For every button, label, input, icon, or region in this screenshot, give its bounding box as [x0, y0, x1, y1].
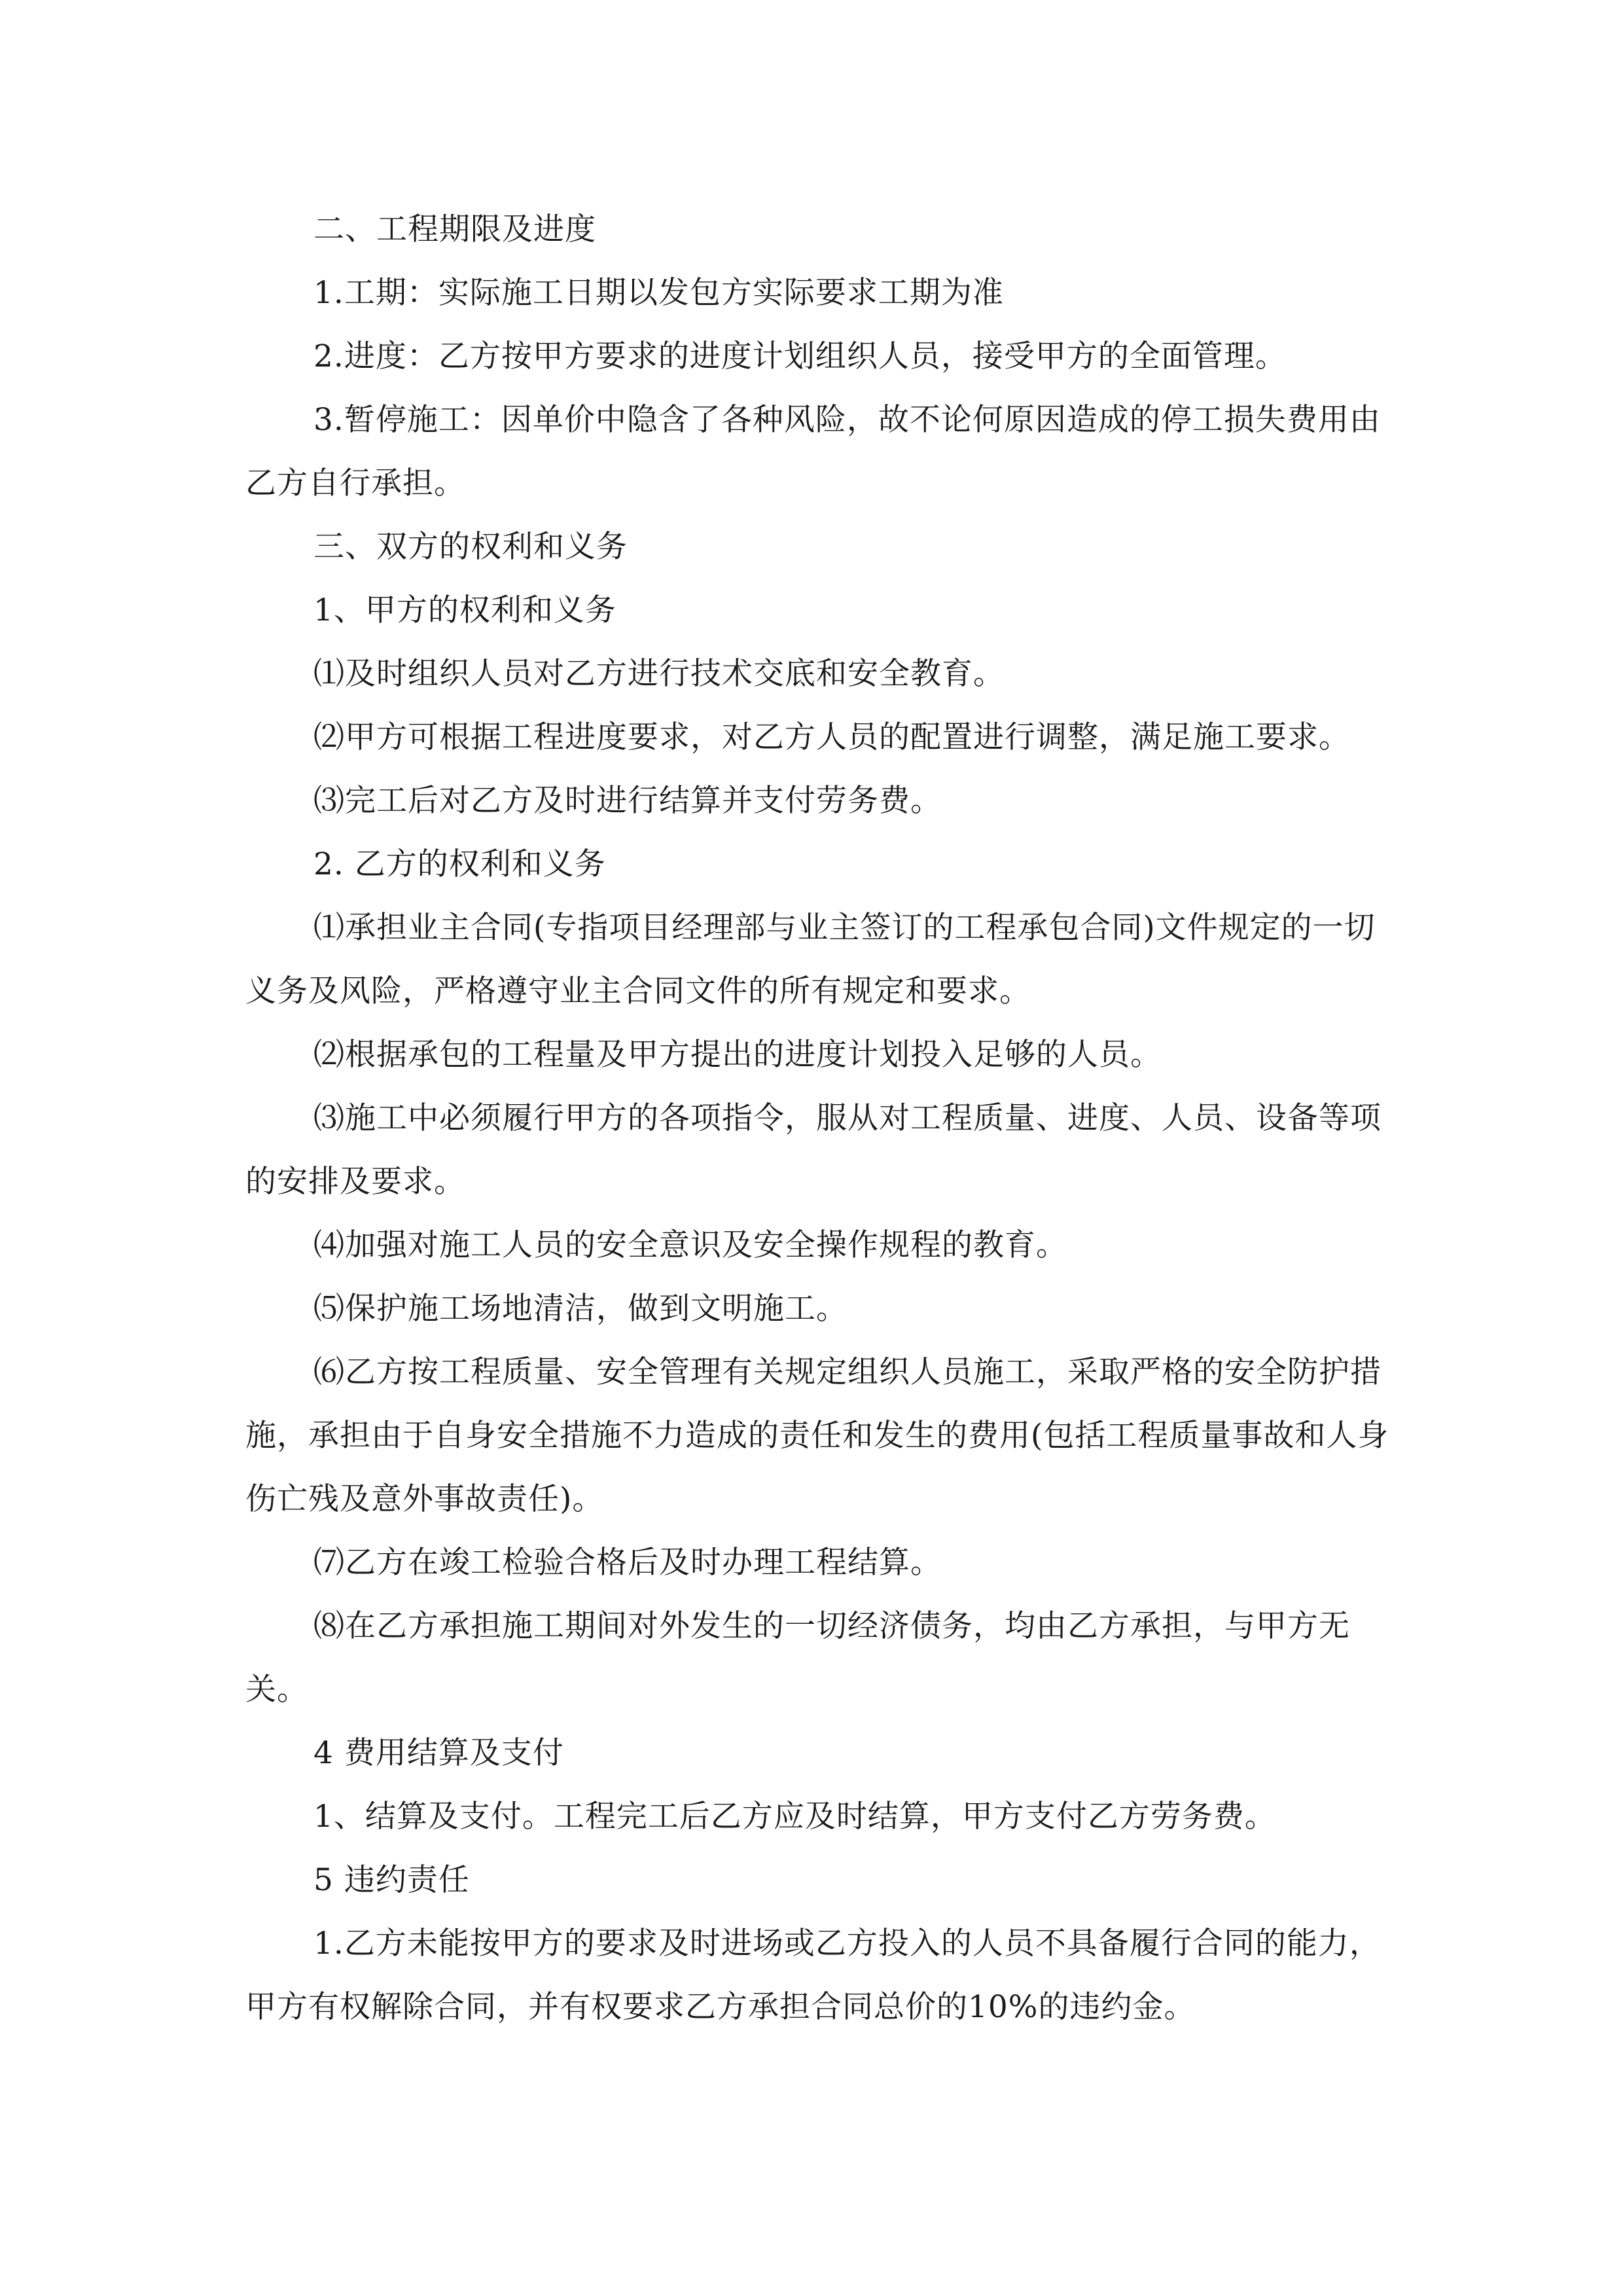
list-item-b8: ⑻在乙方承担施工期间对外发生的一切经济债务，均由乙方承担，与甲方无关。 [245, 1608, 1350, 1708]
paragraph-suspension: 3.暂停施工：因单价中隐含了各种风险，故不论何原因造成的停工损失费用由乙方自行承担。 [245, 402, 1381, 501]
section-heading-payment: 4 费用结算及支付 [313, 1735, 564, 1771]
subheading-party-a: 1、甲方的权利和义务 [313, 592, 616, 628]
paragraph-duration: 1.工期：实际施工日期以发包方实际要求工期为准 [313, 275, 1004, 311]
list-item-b5: ⑸保护施工场地清洁，做到文明施工。 [313, 1291, 847, 1327]
list-item-b3: ⑶施工中必须履行甲方的各项指令，服从对工程质量、进度、人员、设备等项的安排及要求。 [245, 1100, 1382, 1200]
section-heading-rights: 三、双方的权利和义务 [313, 529, 628, 565]
section-heading-schedule: 二、工程期限及进度 [313, 211, 596, 247]
list-item-b6: ⑹乙方按工程质量、安全管理有关规定组织人员施工，采取严格的安全防护措施，承担由于自身安全措施不力造成的责任和发生的费用(包括工程质量事故和人身伤亡残及意外事故责任)。 [245, 1354, 1389, 1517]
list-item-b4: ⑷加强对施工人员的安全意识及安全操作规程的教育。 [313, 1227, 1067, 1263]
list-item-a2: ⑵甲方可根据工程进度要求，对乙方人员的配置进行调整，满足施工要求。 [313, 719, 1350, 755]
section-heading-breach: 5 违约责任 [313, 1862, 470, 1898]
subheading-party-b: 2. 乙方的权利和义务 [313, 846, 606, 882]
paragraph-breach: 1.乙方未能按甲方的要求及时进场或乙方投入的人员不具备履行合同的能力，甲方有权解除合同，并有权要求乙方承担合同总价的10%的违约金。 [245, 1926, 1381, 2025]
paragraph-settlement: 1、结算及支付。工程完工后乙方应及时结算，甲方支付乙方劳务费。 [313, 1799, 1276, 1835]
list-item-a1: ⑴及时组织人员对乙方进行技术交底和安全教育。 [313, 656, 1005, 692]
list-item-b2: ⑵根据承包的工程量及甲方提出的进度计划投入足够的人员。 [313, 1037, 1162, 1073]
list-item-b1: ⑴承担业主合同(专指项目经理部与业主签订的工程承包合同)文件规定的一切义务及风险，严格遵守业主合同文件的所有规定和要求。 [245, 910, 1376, 1009]
list-item-b7: ⑺乙方在竣工检验合格后及时办理工程结算。 [313, 1545, 942, 1581]
document-body [245, 198, 1397, 2039]
list-item-a3: ⑶完工后对乙方及时进行结算并支付劳务费。 [313, 783, 942, 819]
paragraph-progress: 2.进度：乙方按甲方要求的进度计划组织人员，接受甲方的全面管理。 [313, 338, 1287, 374]
